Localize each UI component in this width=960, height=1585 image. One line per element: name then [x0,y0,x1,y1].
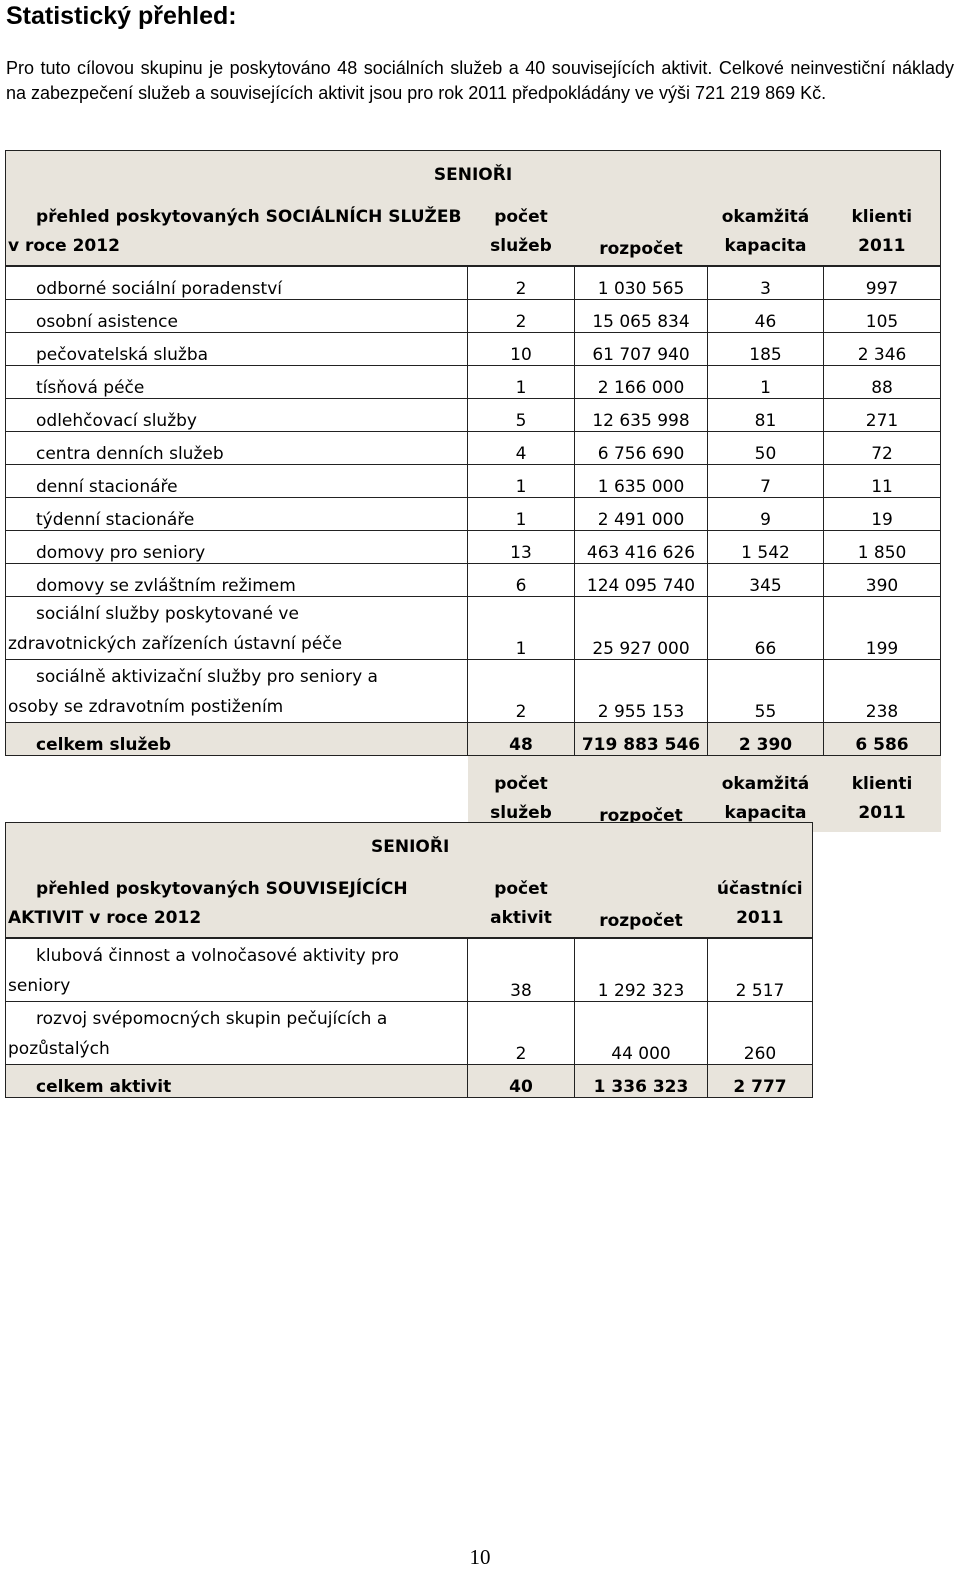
activity-participants: 260 [708,1002,813,1065]
service-budget: 12 635 998 [575,399,708,432]
header-budget: rozpočet [599,239,683,259]
total-budget: 719 883 546 [575,723,708,756]
service-capacity: 50 [708,432,824,465]
header-budget: rozpočet [599,911,683,931]
service-budget: 1 635 000 [575,465,708,498]
table-row [6,1002,813,1065]
service-budget: 1 030 565 [575,267,708,300]
table-row [6,660,941,723]
section-title: SENIOŘI [6,151,941,190]
total-count: 40 [468,1065,575,1098]
activity-budget: 1 292 323 [575,939,708,1002]
total-name: celkem aktivit [6,1065,468,1098]
service-count: 2 [468,300,575,333]
service-name: osobní asistence [6,300,468,333]
service-name: odborné sociální poradenství [6,267,468,300]
table-row [6,432,941,465]
service-clients: 72 [824,432,941,465]
header-name: přehled poskytovaných SOCIÁLNÍCH SLUŽEB v roce 2012 [6,189,468,266]
page-title: Statistický přehled: [6,2,237,30]
service-count: 2 [468,267,575,300]
header-name: přehled poskytovaných SOUVISEJÍCÍCH AKTIVIT v roce 2012 [6,861,468,938]
total-row [6,1065,813,1098]
service-clients: 390 [824,564,941,597]
service-clients: 105 [824,300,941,333]
intro-paragraph: Pro tuto cílovou skupinu je poskytováno 48 sociálních služeb a 40 souvisejících aktivit. Celkové neinvestiční náklady na zabezpečení služeb a souvisejících aktivit jsou pro rok 2011 předpokládány ve výši 721 219 869 Kč. [6,58,954,103]
footer-capacity: okamžitá kapacita [708,756,824,833]
service-clients: 997 [824,267,941,300]
service-capacity: 66 [708,597,824,660]
total-count: 48 [468,723,575,756]
service-name: domovy se zvláštním režimem [6,564,468,597]
service-budget: 124 095 740 [575,564,708,597]
service-count: 1 [468,366,575,399]
service-count: 13 [468,531,575,564]
service-capacity: 1 [708,366,824,399]
service-clients: 11 [824,465,941,498]
service-capacity: 9 [708,498,824,531]
service-count: 1 [468,597,575,660]
section-title: SENIOŘI [6,823,813,862]
total-clients: 6 586 [824,723,941,756]
footer-count: počet služeb [468,756,575,833]
service-capacity: 7 [708,465,824,498]
service-clients: 1 850 [824,531,941,564]
service-name: sociálně aktivizační služby pro seniory a osoby se zdravotním postižením [6,660,468,723]
service-count: 6 [468,564,575,597]
table-footer-row [6,756,941,833]
header-clients: klienti 2011 [824,189,941,266]
service-name: odlehčovací služby [6,399,468,432]
footer-budget: rozpočet [575,756,708,833]
activity-name: klubová činnost a volnočasové aktivity pro seniory [6,939,468,1002]
service-clients: 2 346 [824,333,941,366]
service-clients: 238 [824,660,941,723]
service-budget: 15 065 834 [575,300,708,333]
table-row [6,531,941,564]
service-budget: 463 416 626 [575,531,708,564]
service-budget: 61 707 940 [575,333,708,366]
header-capacity: okamžitá kapacita [721,207,810,256]
service-budget: 25 927 000 [575,597,708,660]
service-clients: 88 [824,366,941,399]
table-row [6,564,941,597]
service-capacity: 345 [708,564,824,597]
service-capacity: 55 [708,660,824,723]
service-count: 5 [468,399,575,432]
service-capacity: 46 [708,300,824,333]
service-clients: 271 [824,399,941,432]
table-row [6,597,941,660]
service-budget: 2 955 153 [575,660,708,723]
table-row [6,498,941,531]
total-name: celkem služeb [6,723,468,756]
total-participants: 2 777 [708,1065,813,1098]
service-capacity: 1 542 [708,531,824,564]
service-name: sociální služby poskytované ve zdravotnických zařízeních ústavní péče [6,597,468,660]
service-budget: 2 491 000 [575,498,708,531]
activity-budget: 44 000 [575,1002,708,1065]
table-row [6,366,941,399]
service-name: centra denních služeb [6,432,468,465]
table-row [6,939,813,1002]
service-count: 4 [468,432,575,465]
table-row [6,399,941,432]
service-name: pečovatelská služba [6,333,468,366]
services-table [5,150,941,832]
service-name: domovy pro seniory [6,531,468,564]
table-row [6,300,941,333]
header-count: počet aktivit [490,879,552,928]
service-budget: 2 166 000 [575,366,708,399]
table-header-row [6,189,941,266]
footer-clients: klienti 2011 [824,756,941,833]
service-clients: 19 [824,498,941,531]
table-row [6,333,941,366]
service-name: týdenní stacionáře [6,498,468,531]
header-count: počet služeb [490,207,552,256]
table-row [6,267,941,300]
total-budget: 1 336 323 [575,1065,708,1098]
table-row [6,465,941,498]
service-count: 1 [468,498,575,531]
page-number: 10 [469,1545,491,1569]
header-participants: účastníci 2011 [708,861,813,938]
service-capacity: 3 [708,267,824,300]
service-count: 2 [468,660,575,723]
service-budget: 6 756 690 [575,432,708,465]
service-name: denní stacionáře [6,465,468,498]
activities-table [5,822,813,1098]
service-name: tísňová péče [6,366,468,399]
activity-participants: 2 517 [708,939,813,1002]
total-row [6,723,941,756]
activity-name: rozvoj svépomocných skupin pečujících a pozůstalých [6,1002,468,1065]
activity-count: 2 [468,1002,575,1065]
table-header-row [6,861,813,938]
service-count: 10 [468,333,575,366]
activity-count: 38 [468,939,575,1002]
service-count: 1 [468,465,575,498]
service-capacity: 81 [708,399,824,432]
service-clients: 199 [824,597,941,660]
total-capacity: 2 390 [708,723,824,756]
service-capacity: 185 [708,333,824,366]
